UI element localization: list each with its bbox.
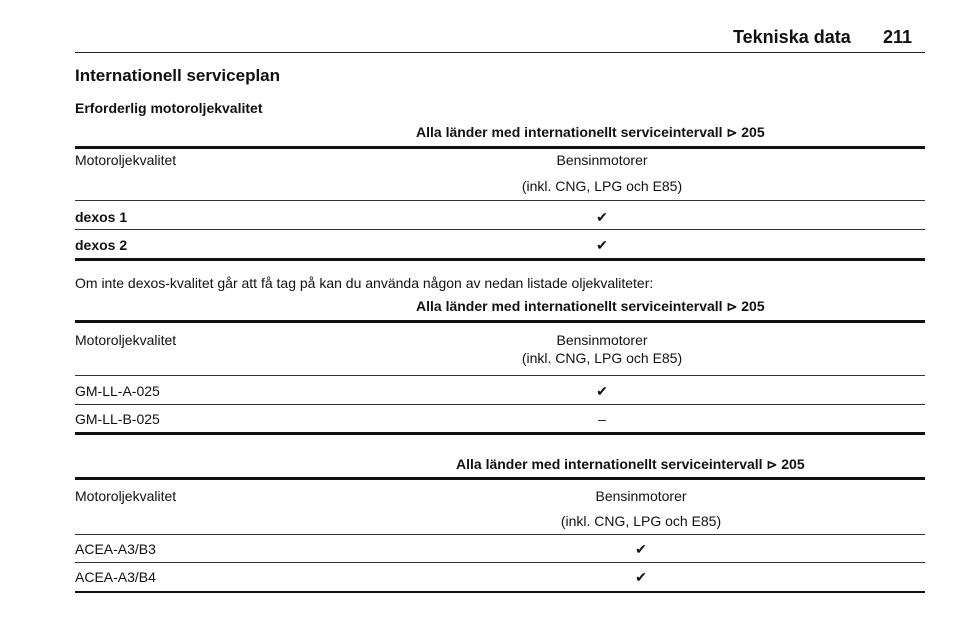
checkmark-icon: ✔ — [596, 237, 608, 253]
table-bottom-rule — [75, 591, 925, 593]
row-quality: ACEA-A3/B3 — [75, 541, 156, 557]
row-quality: dexos 1 — [75, 209, 128, 225]
row-divider — [75, 200, 925, 201]
table-caption: Alla länder med internationellt serviceintervall ⊳ 205 — [416, 298, 765, 314]
fallback-note: Om inte dexos-kvalitet går att få tag på kan du använda någon av nedan listade oljekvaliteter: — [75, 275, 654, 291]
row-divider — [75, 375, 925, 376]
col-header-quality: Motoroljekvalitet — [75, 332, 177, 348]
checkmark-icon: ✔ — [635, 541, 647, 557]
row-divider — [75, 229, 925, 230]
col-header-petrol-note: (inkl. CNG, LPG och E85) — [560, 513, 722, 529]
section-title: Internationell serviceplan — [75, 66, 281, 85]
table-bottom-rule — [75, 258, 925, 261]
table-caption: Alla länder med internationellt serviceintervall ⊳ 205 — [416, 124, 765, 140]
page-ref-link[interactable]: 205 — [741, 298, 765, 314]
col-header-petrol-note: (inkl. CNG, LPG och E85) — [521, 350, 683, 366]
page-header-title: Tekniska data — [733, 27, 851, 47]
header-divider — [75, 52, 925, 53]
subsection-title: Erforderlig motoroljekvalitet — [75, 100, 263, 116]
table-top-rule — [75, 477, 925, 480]
checkmark-icon: ✔ — [635, 569, 647, 585]
table-bottom-rule — [75, 432, 925, 435]
page-ref-link[interactable]: 205 — [741, 124, 765, 140]
row-divider — [75, 534, 925, 535]
col-header-quality: Motoroljekvalitet — [75, 488, 177, 504]
checkmark-icon: ✔ — [596, 383, 608, 399]
row-quality: GM-LL-B-025 — [75, 411, 160, 427]
row-quality: ACEA-A3/B4 — [75, 569, 156, 585]
table-top-rule — [75, 146, 925, 149]
page-ref-arrow-icon: ⊳ — [726, 125, 738, 140]
col-header-petrol: Bensinmotorer — [595, 488, 687, 504]
table-top-rule — [75, 320, 925, 323]
page-ref-arrow-icon: ⊳ — [766, 457, 778, 472]
checkmark-icon: ✔ — [596, 209, 608, 225]
table-caption: Alla länder med internationellt serviceintervall ⊳ 205 — [456, 456, 805, 472]
row-quality: GM-LL-A-025 — [75, 383, 160, 399]
row-quality: dexos 2 — [75, 237, 128, 253]
page-ref-link[interactable]: 205 — [781, 456, 805, 472]
row-divider — [75, 404, 925, 405]
page-ref-arrow-icon: ⊳ — [726, 299, 738, 314]
dash-value: – — [598, 411, 606, 427]
page-number: 211 — [883, 27, 913, 47]
col-header-quality: Motoroljekvalitet — [75, 152, 177, 168]
col-header-petrol: Bensinmotorer — [556, 332, 648, 348]
col-header-petrol: Bensinmotorer — [556, 152, 648, 168]
row-divider — [75, 562, 925, 563]
col-header-petrol-note: (inkl. CNG, LPG och E85) — [521, 178, 683, 194]
